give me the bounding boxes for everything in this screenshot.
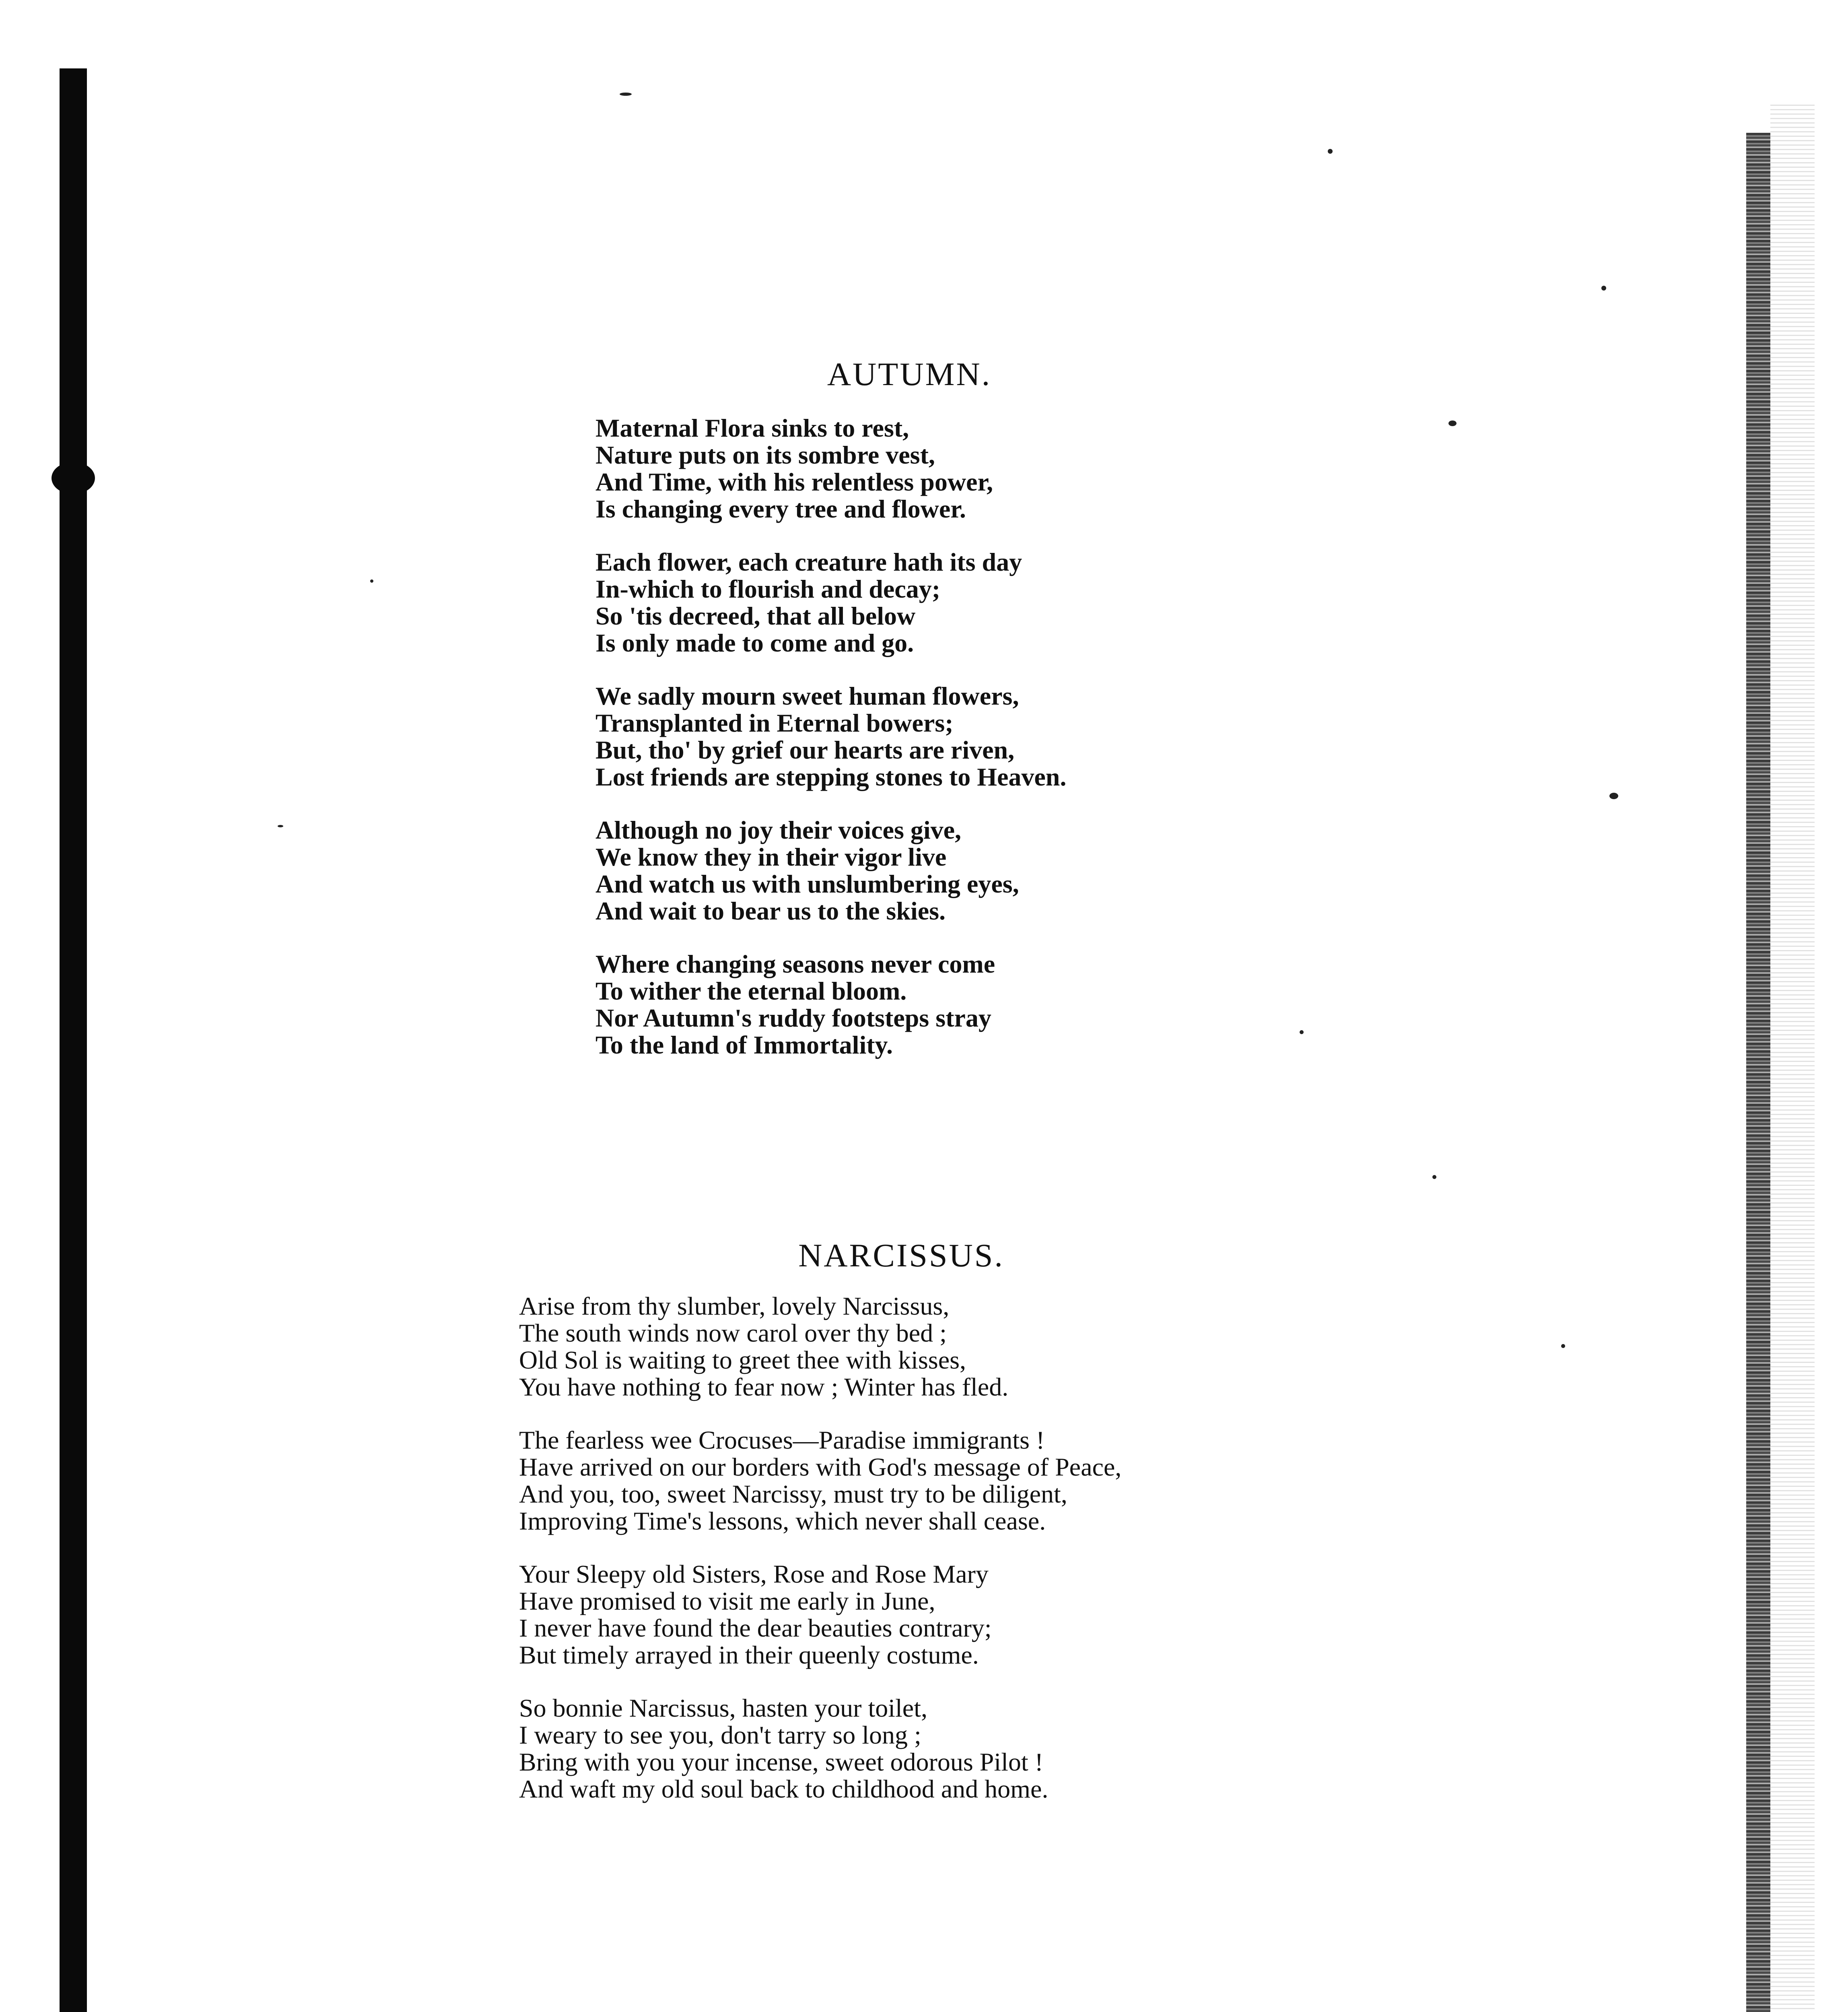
poem-line: Is changing every tree and flower. [595,495,966,523]
scan-speck [1328,149,1333,154]
poem-line: But, tho' by grief our hearts are riven, [595,736,1015,764]
stanza [595,414,1199,522]
poem-line: Have promised to visit me early in June, [519,1587,935,1615]
stanza [595,682,1199,790]
poem-line: So bonnie Narcissus, hasten your toilet, [519,1694,927,1722]
stanza [519,1561,1344,1668]
poem-line: Bring with you your incense, sweet odorous Pilot ! [519,1748,1043,1776]
poem-line: And you, too, sweet Narcissy, must try to be diligent, [519,1480,1067,1508]
poem-line: Maternal Flora sinks to rest, [595,414,909,442]
poem-line: Nor Autumn's ruddy footsteps stray [595,1004,991,1032]
poem-title: AUTUMN. [827,356,992,392]
poem-line: Each flower, each creature hath its day [595,548,1022,576]
scan-speck [278,825,283,827]
scan-speck [1432,1175,1436,1179]
stanza [519,1427,1344,1534]
binding-knob [52,462,95,494]
poem-line: Is only made to come and go. [595,629,914,657]
poem-line: Nature puts on its sombre vest, [595,441,935,469]
right-edge-noise [1770,105,1815,2012]
stanza [519,1695,1344,1802]
poem-line: And wait to bear us to the skies. [595,897,946,925]
poem-line: Your Sleepy old Sisters, Rose and Rose Mary [519,1560,989,1588]
stanza [595,816,1199,924]
poem-narcissus [519,1235,1344,1802]
poem-line: To the land of Immortality. [595,1031,893,1059]
poem-line: Arise from thy slumber, lovely Narcissus, [519,1292,950,1320]
scan-speck [1448,421,1457,426]
binding-rule [60,68,87,2012]
poem-line: Improving Time's lessons, which never shall cease. [519,1507,1046,1535]
poem-line: You have nothing to fear now ; Winter has fled. [519,1373,1009,1401]
poem-line: But timely arrayed in their queenly costume. [519,1641,979,1669]
stanza [519,1293,1344,1400]
poem-line: So 'tis decreed, that all below [595,602,916,630]
scan-speck [370,579,373,583]
poem-line: We know they in their vigor live [595,843,947,871]
stanza [595,950,1199,1058]
scan-speck [1609,793,1618,799]
poem-line: Lost friends are stepping stones to Heaven. [595,763,1067,791]
poem-line: And waft my old soul back to childhood and home. [519,1775,1049,1803]
poem-line: I never have found the dear beauties contrary; [519,1614,992,1642]
poem-line: To wither the eternal bloom. [595,977,907,1005]
poem-line: In-which to flourish and decay; [595,575,940,603]
poem-line: Although no joy their voices give, [595,816,962,844]
poem-line: And watch us with unslumbering eyes, [595,870,1019,898]
scan-speck [1561,1344,1565,1348]
scan-speck [620,93,632,96]
poem-line: The fearless wee Crocuses—Paradise immigrants ! [519,1426,1045,1454]
poem-line: The south winds now carol over thy bed ; [519,1319,947,1347]
poem-line: Where changing seasons never come [595,950,995,978]
right-edge-strip [1746,133,1770,2012]
poem-title: NARCISSUS. [798,1237,1004,1274]
stanza [595,548,1199,656]
poem-line: Transplanted in Eternal bowers; [595,709,954,737]
poem-line: Have arrived on our borders with God's message of Peace, [519,1453,1122,1481]
scan-speck [1300,1030,1304,1034]
poem-line: And Time, with his relentless power, [595,468,993,496]
poem-autumn [595,354,1199,1058]
poem-line: We sadly mourn sweet human flowers, [595,682,1019,710]
poem-line: I weary to see you, don't tarry so long ; [519,1721,921,1749]
scan-speck [1601,286,1606,291]
poem-line: Old Sol is waiting to greet thee with kisses, [519,1346,966,1374]
